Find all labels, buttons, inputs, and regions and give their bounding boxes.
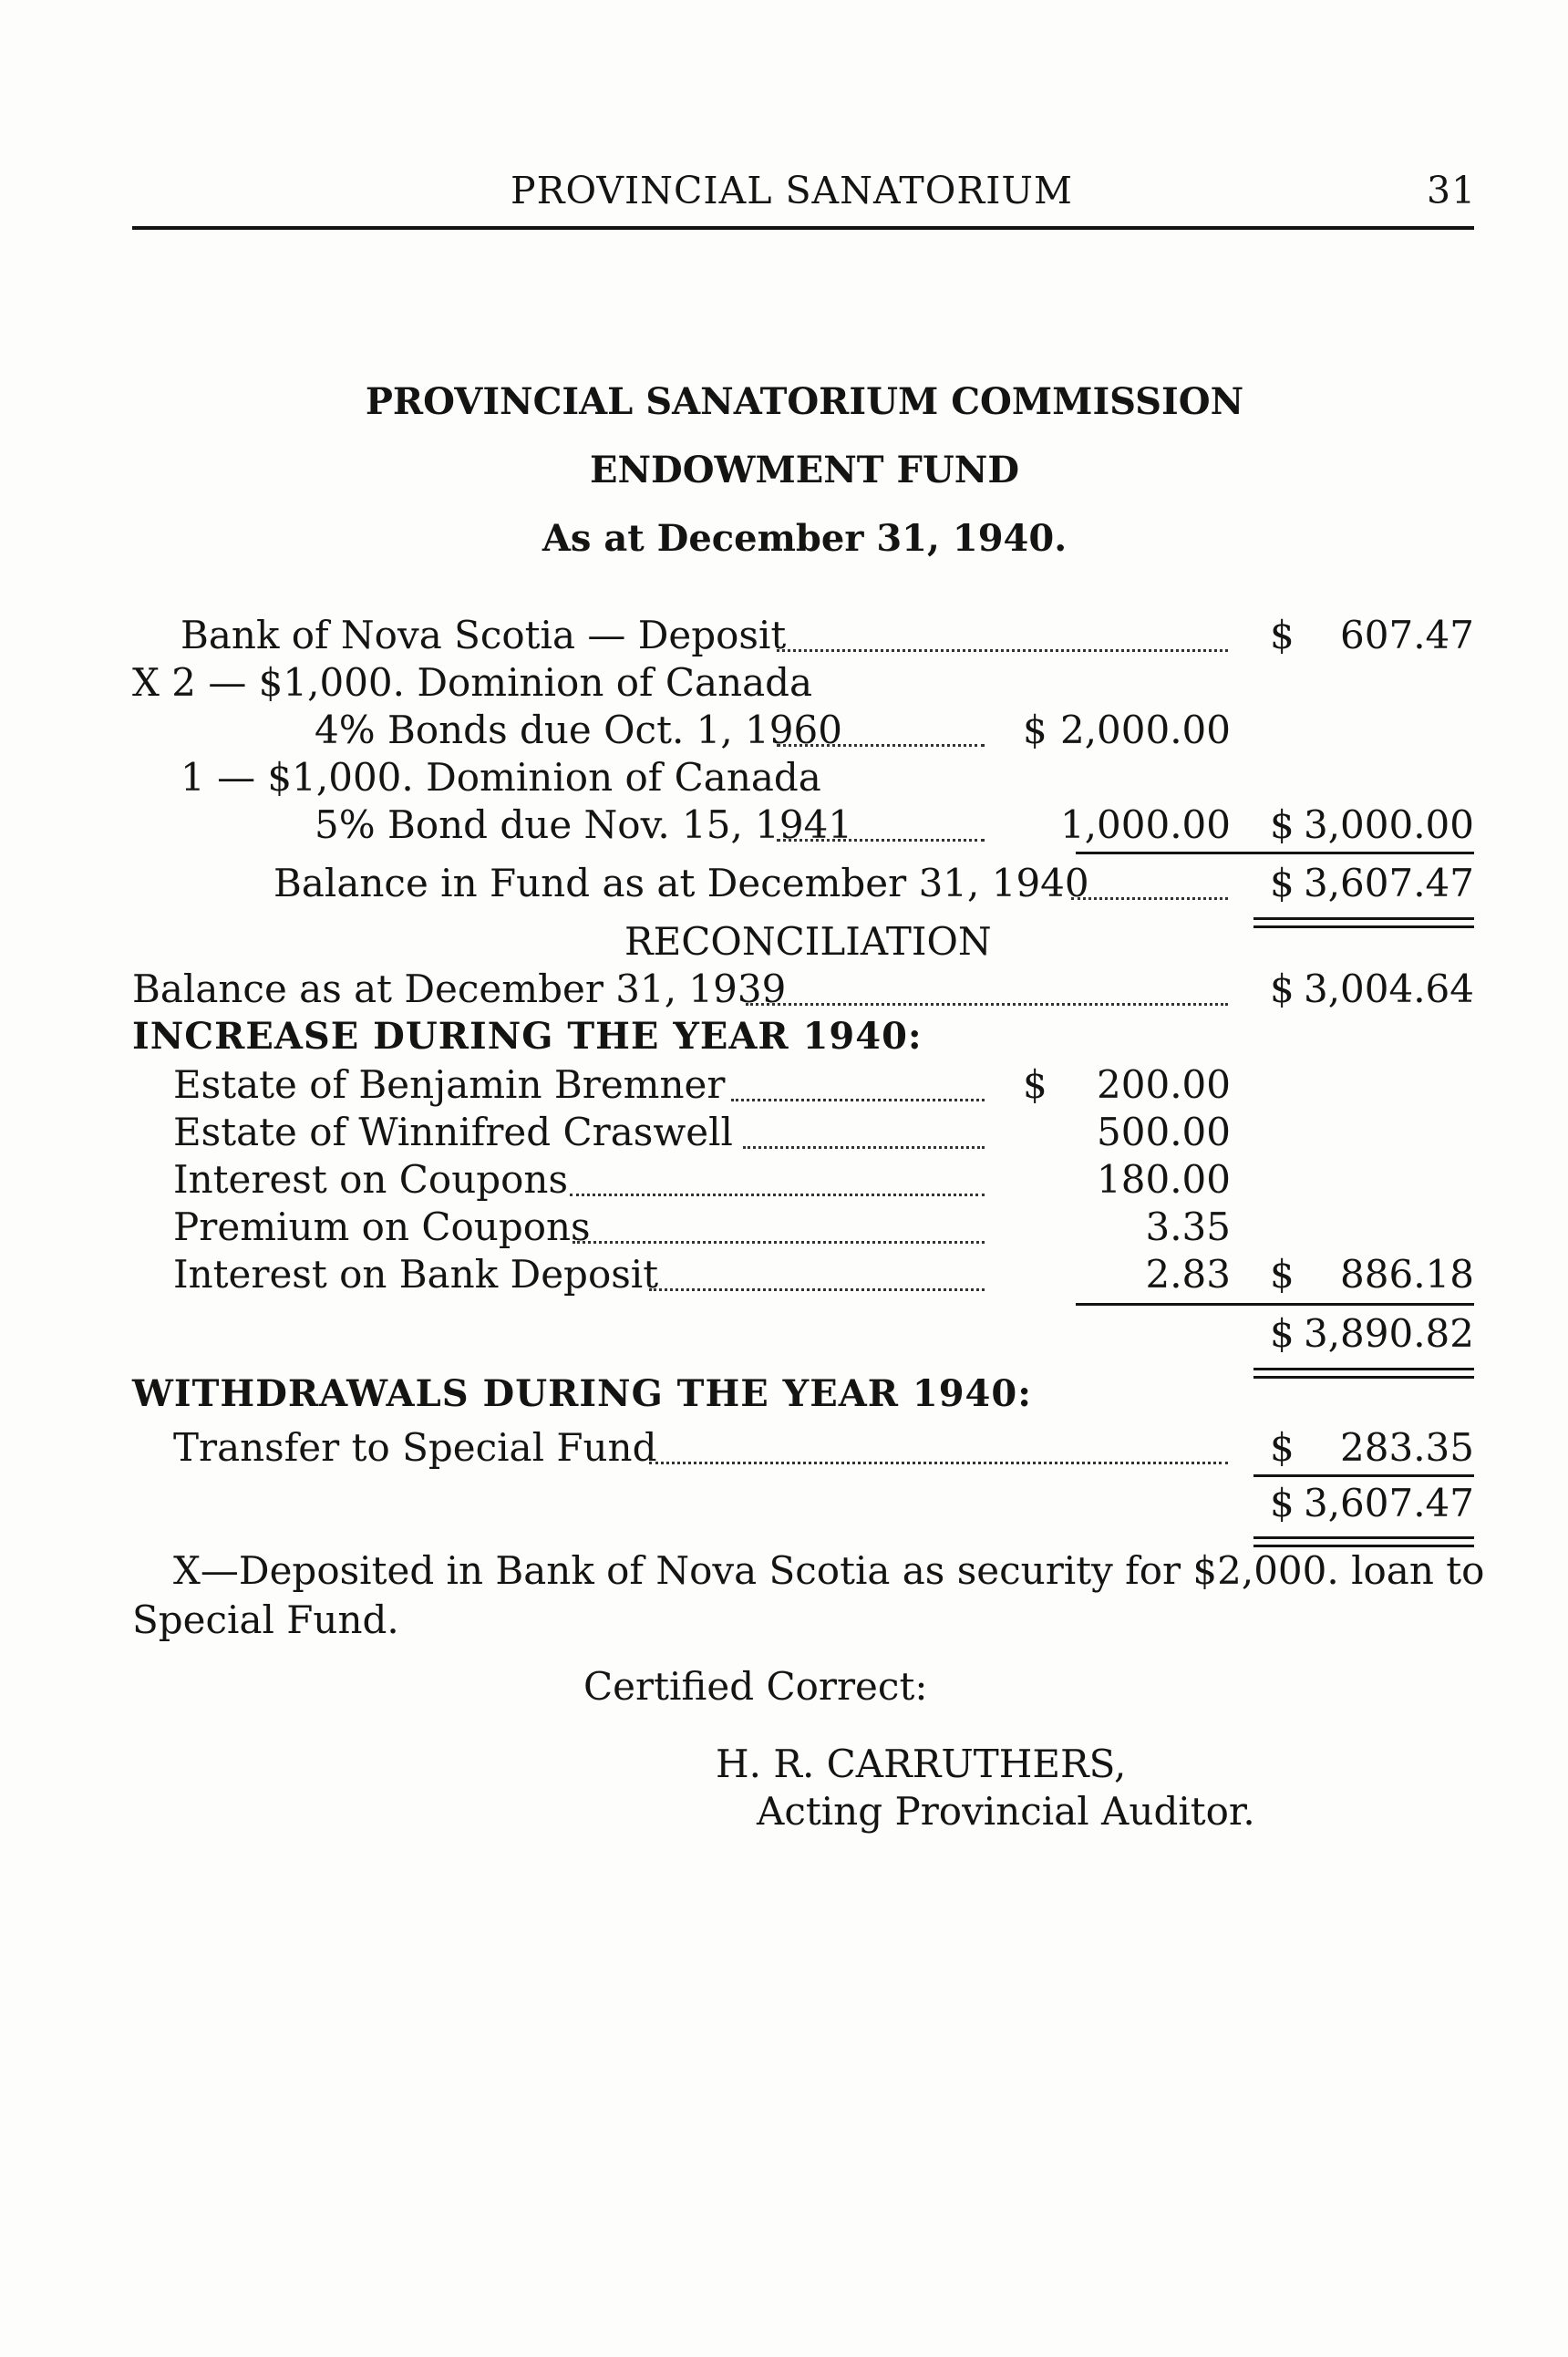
- leader-dots: [649, 1288, 985, 1291]
- double-rule: [1253, 1545, 1474, 1547]
- closing-balance-currency: $: [1270, 1481, 1295, 1525]
- signatory-title: Acting Provincial Auditor.: [757, 1789, 1255, 1834]
- leader-dots: [743, 1146, 985, 1149]
- header-rule: [132, 226, 1474, 230]
- footnote-line-1: X—Deposited in Bank of Nova Scotia as security for $2,000. loan to: [173, 1548, 1485, 1593]
- leader-dots: [649, 1462, 1228, 1464]
- increase-total-currency: $: [1270, 1252, 1295, 1297]
- leader-dots: [777, 649, 1228, 652]
- increase-amount: 500.00: [1097, 1110, 1231, 1154]
- increase-label: Interest on Bank Deposit: [173, 1252, 659, 1297]
- increase-amount: 3.35: [1145, 1204, 1231, 1249]
- certification-label: Certified Correct:: [583, 1664, 928, 1709]
- balance-label: Balance in Fund as at December 31, 1940: [273, 861, 1089, 905]
- subtotal-currency: $: [1270, 1311, 1295, 1356]
- withdrawal-heading: WITHDRAWALS DURING THE YEAR 1940:: [132, 1372, 1032, 1415]
- title-date: As at December 31, 1940.: [542, 517, 1068, 560]
- bond2-amount: 1,000.00: [1059, 802, 1231, 847]
- increase-amount: 2.83: [1145, 1252, 1231, 1297]
- bank-deposit-label: Bank of Nova Scotia — Deposit: [181, 613, 787, 657]
- title-fund: ENDOWMENT FUND: [589, 449, 1020, 491]
- increase-label: Interest on Coupons: [173, 1157, 569, 1202]
- reconciliation-heading: RECONCILIATION: [624, 919, 992, 964]
- double-rule: [1253, 925, 1474, 928]
- bank-deposit-amount: 607.47: [1340, 613, 1474, 657]
- opening-balance-currency: $: [1270, 967, 1295, 1011]
- bond1-description: X 2 — $1,000. Dominion of Canada: [132, 660, 813, 705]
- increase-total-amount: 886.18: [1340, 1252, 1474, 1297]
- title-commission: PROVINCIAL SANATORIUM COMMISSION: [365, 380, 1244, 423]
- bond1-amount: 2,000.00: [1059, 708, 1231, 752]
- withdrawal-amount: 283.35: [1340, 1425, 1474, 1470]
- withdrawal-currency: $: [1270, 1425, 1295, 1470]
- leader-dots: [1071, 897, 1228, 900]
- increase-currency: $: [1023, 1062, 1047, 1107]
- double-rule: [1253, 1368, 1474, 1370]
- double-rule: [1253, 1536, 1474, 1539]
- increase-amount: 200.00: [1097, 1062, 1231, 1107]
- opening-balance-label: Balance as at December 31, 1939: [132, 967, 787, 1011]
- leader-dots: [570, 1194, 985, 1196]
- subtotal-rule: [1076, 852, 1474, 854]
- double-rule: [1253, 917, 1474, 920]
- leader-dots: [777, 744, 985, 747]
- subtotal-rule: [1253, 1474, 1474, 1477]
- increase-amount: 180.00: [1097, 1157, 1231, 1202]
- bond2-description: 1 — $1,000. Dominion of Canada: [181, 755, 821, 800]
- page-number: 31: [1427, 169, 1477, 212]
- signatory-name: H. R. CARRUTHERS,: [716, 1742, 1127, 1786]
- double-rule: [1253, 1376, 1474, 1379]
- running-header-title: PROVINCIAL SANATORIUM: [511, 169, 1073, 212]
- bond1-currency: $: [1023, 708, 1047, 752]
- bond1-terms: 4% Bonds due Oct. 1, 1960: [315, 708, 842, 752]
- leader-dots: [746, 1003, 1228, 1006]
- balance-currency: $: [1270, 861, 1295, 905]
- subtotal-amount: 3,890.82: [1303, 1311, 1474, 1356]
- leader-dots: [573, 1241, 985, 1244]
- subtotal-rule: [1076, 1303, 1474, 1306]
- balance-amount: 3,607.47: [1303, 861, 1474, 905]
- bank-deposit-currency: $: [1270, 613, 1295, 657]
- bonds-total-amount: 3,000.00: [1303, 802, 1474, 847]
- closing-balance-amount: 3,607.47: [1303, 1481, 1474, 1525]
- increase-label: Estate of Benjamin Bremner: [173, 1062, 726, 1107]
- footnote-line-2: Special Fund.: [132, 1597, 399, 1642]
- increase-label: Estate of Winnifred Craswell: [173, 1110, 733, 1154]
- withdrawal-label: Transfer to Special Fund: [173, 1425, 657, 1470]
- bonds-total-currency: $: [1270, 802, 1295, 847]
- leader-dots: [777, 839, 985, 842]
- increase-label: Premium on Coupons: [173, 1204, 591, 1249]
- leader-dots: [731, 1099, 985, 1101]
- increase-heading: INCREASE DURING THE YEAR 1940:: [132, 1015, 923, 1058]
- opening-balance-amount: 3,004.64: [1303, 967, 1474, 1011]
- bond2-terms: 5% Bond due Nov. 15, 1941: [315, 802, 853, 847]
